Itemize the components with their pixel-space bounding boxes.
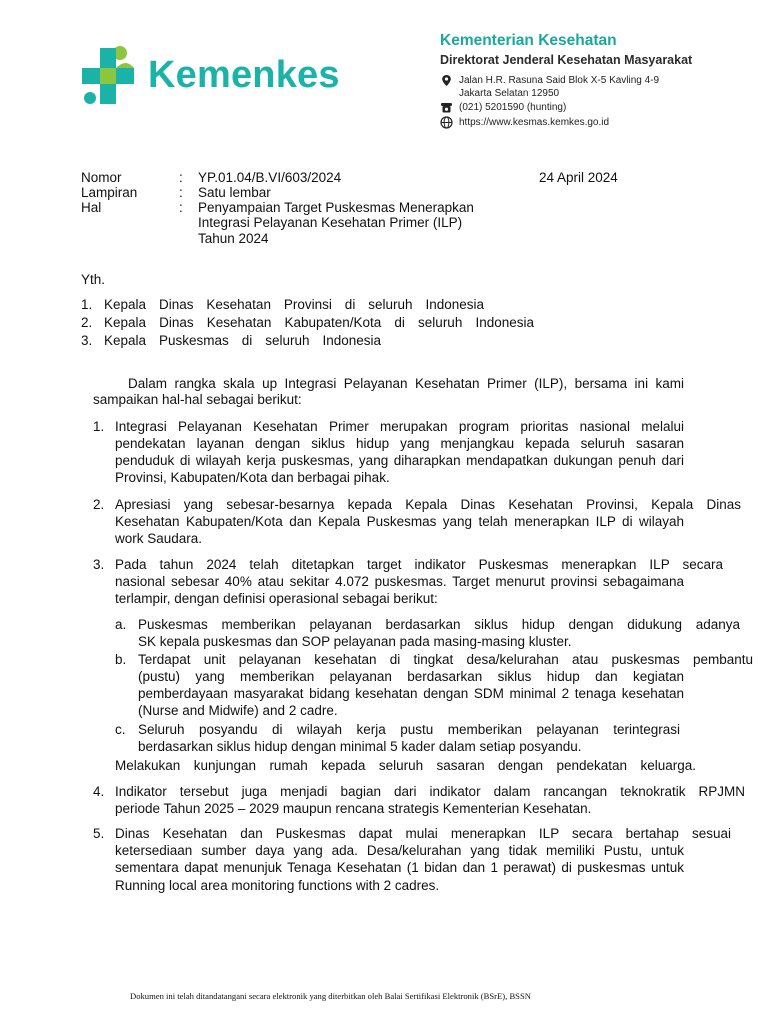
point-number: 3. bbox=[93, 557, 105, 572]
address-line-2: Jakarta Selatan 12950 bbox=[459, 88, 560, 99]
globe-icon bbox=[440, 116, 453, 129]
subpoint-label: b. bbox=[115, 652, 127, 667]
point-number: 4. bbox=[93, 784, 105, 799]
intro-paragraph-line: Dalam rangka skala up Integrasi Pelayanan Kesehatan Primer (ILP), bersama ini kami bbox=[128, 376, 684, 391]
lampiran-value: Satu lembar bbox=[198, 185, 271, 200]
colon: : bbox=[179, 170, 183, 185]
hal-line-2: Integrasi Pelayanan Kesehatan Primer (ILP) bbox=[198, 215, 463, 230]
organization-subtitle: Direktorat Jenderal Kesehatan Masyarakat bbox=[440, 53, 693, 67]
point-line: Apresiasi yang sebesar-besarnya kepada Kepala Dinas Kesehatan Provinsi, Kepala Dinas bbox=[115, 497, 741, 512]
point-line: work Saudara. bbox=[115, 531, 203, 546]
hal-label: Hal bbox=[81, 200, 102, 215]
subpoint-line: SK kepala puskesmas dan SOP pelayanan pada masing-masing kluster. bbox=[138, 634, 572, 649]
recipient-item: Kepala Puskesmas di seluruh Indonesia bbox=[104, 333, 381, 348]
nomor-label: Nomor bbox=[81, 170, 122, 185]
subpoint-line: pemberdayaan masyarakat bidang kesehatan dengan SDM minimal 2 tenaga kesehatan bbox=[138, 686, 684, 701]
colon: : bbox=[179, 185, 183, 200]
organization-header bbox=[440, 32, 750, 129]
point-line: Dinas Kesehatan dan Puskesmas dapat mulai menerapkan ILP secara bertahap sesuai bbox=[115, 826, 731, 841]
point-number: 2. bbox=[93, 497, 105, 512]
subpoint-line: Seluruh posyandu di wilayah kerja pustu memberikan pelayanan terintegrasi bbox=[138, 722, 680, 737]
point-line: Indikator tersebut juga menjadi bagian dari indikator dalam rancangan teknokratik RPJMN bbox=[115, 784, 745, 799]
phone-icon bbox=[440, 101, 453, 114]
hal-line-3: Tahun 2024 bbox=[198, 231, 269, 246]
address-line-1: Jalan H.R. Rasuna Said Blok X-5 Kavling 4-9 bbox=[459, 75, 660, 86]
phone bbox=[440, 101, 750, 114]
extra-line: Melakukan kunjungan rumah kepada seluruh sasaran dengan pendekatan keluarga. bbox=[115, 758, 696, 773]
point-line: sementara dapat menunjuk Tenaga Kesehatan (1 bidan dan 1 perawat) di puskesmas untuk bbox=[115, 860, 684, 875]
point-line: Kesehatan Kabupaten/Kota dan Kepala Puskesmas yang telah menerapkan ILP di wilayah bbox=[115, 514, 684, 529]
kemenkes-logo-icon bbox=[76, 44, 138, 108]
organization-name: Kementerian Kesehatan bbox=[440, 32, 617, 49]
intro-paragraph-line: sampaikan hal-hal sebagai berikut: bbox=[93, 392, 302, 407]
point-line: pendekatan layanan dengan siklus hidup yang menjangkau kepada seluruh sasaran bbox=[115, 436, 684, 451]
location-pin-icon bbox=[440, 74, 453, 87]
esignature-notice: Dokumen ini telah ditandatangani secara elektronik yang diterbitkan oleh Balai Sertifikasi Elektronik (BSrE), BSSN bbox=[130, 991, 531, 1001]
point-number: 1. bbox=[93, 419, 105, 434]
subpoint-line: Terdapat unit pelayanan kesehatan di tingkat desa/kelurahan atau puskesmas pembantu bbox=[138, 652, 753, 667]
website bbox=[440, 116, 750, 129]
logo-wordmark: Kemenkes bbox=[148, 54, 340, 96]
lampiran-label: Lampiran bbox=[81, 185, 138, 200]
recipient-number: 1. bbox=[81, 297, 93, 312]
website-url[interactable]: https://www.kesmas.kemkes.go.id bbox=[459, 117, 610, 128]
point-line: Integrasi Pelayanan Kesehatan Primer merupakan program prioritas nasional melalui bbox=[115, 419, 684, 434]
recipient-item: Kepala Dinas Kesehatan Kabupaten/Kota di seluruh Indonesia bbox=[104, 315, 534, 330]
phone-number: (021) 5201590 (hunting) bbox=[459, 102, 567, 113]
hal-line-1: Penyampaian Target Puskesmas Menerapkan bbox=[198, 200, 474, 215]
point-line: penduduk di wilayah kerja puskesmas, yang diharapkan mendapatkan dukungan penuh dari bbox=[115, 453, 684, 468]
colon: : bbox=[179, 200, 183, 215]
subpoint-line: (Nurse and Midwife) and 2 cadre. bbox=[138, 703, 338, 718]
letter-date: 24 April 2024 bbox=[539, 170, 618, 185]
point-line: Provinsi, Kabupaten/Kota dan berbagai pihak. bbox=[115, 470, 390, 485]
point-line: Pada tahun 2024 telah ditetapkan target indikator Puskesmas menerapkan ILP secara bbox=[115, 557, 723, 572]
subpoint-line: Puskesmas memberikan pelayanan berdasarkan siklus hidup dengan didukung adanya bbox=[138, 617, 740, 632]
salutation: Yth. bbox=[81, 272, 106, 287]
subpoint-line: berdasarkan siklus hidup dengan minimal 5 kader dalam setiap posyandu. bbox=[138, 739, 582, 754]
point-line: periode Tahun 2025 – 2029 maupun rencana strategis Kementerian Kesehatan. bbox=[115, 801, 592, 816]
point-number: 5. bbox=[93, 826, 105, 841]
recipient-item: Kepala Dinas Kesehatan Provinsi di seluruh Indonesia bbox=[104, 297, 484, 312]
subpoint-label: a. bbox=[115, 617, 127, 632]
recipient-number: 2. bbox=[81, 315, 93, 330]
point-line: Running local area monitoring functions with 2 cadres. bbox=[115, 878, 440, 893]
nomor-value: YP.01.04/B.VI/603/2024 bbox=[198, 170, 342, 185]
recipient-number: 3. bbox=[81, 333, 93, 348]
subpoint-line: (pustu) yang memberikan pelayanan berdasarkan siklus hidup dan kegiatan bbox=[138, 669, 684, 684]
point-line: ketersediaan sumber daya yang ada. Desa/kelurahan yang tidak memiliki Pustu, untuk bbox=[115, 843, 684, 858]
address bbox=[440, 74, 750, 100]
point-line: terlampir, dengan definisi operasional sebagai berikut: bbox=[115, 591, 438, 606]
subpoint-label: c. bbox=[115, 722, 126, 737]
point-line: nasional sebesar 40% atau sekitar 4.072 puskesmas. Target menurut provinsi sebagaimana bbox=[115, 574, 684, 589]
